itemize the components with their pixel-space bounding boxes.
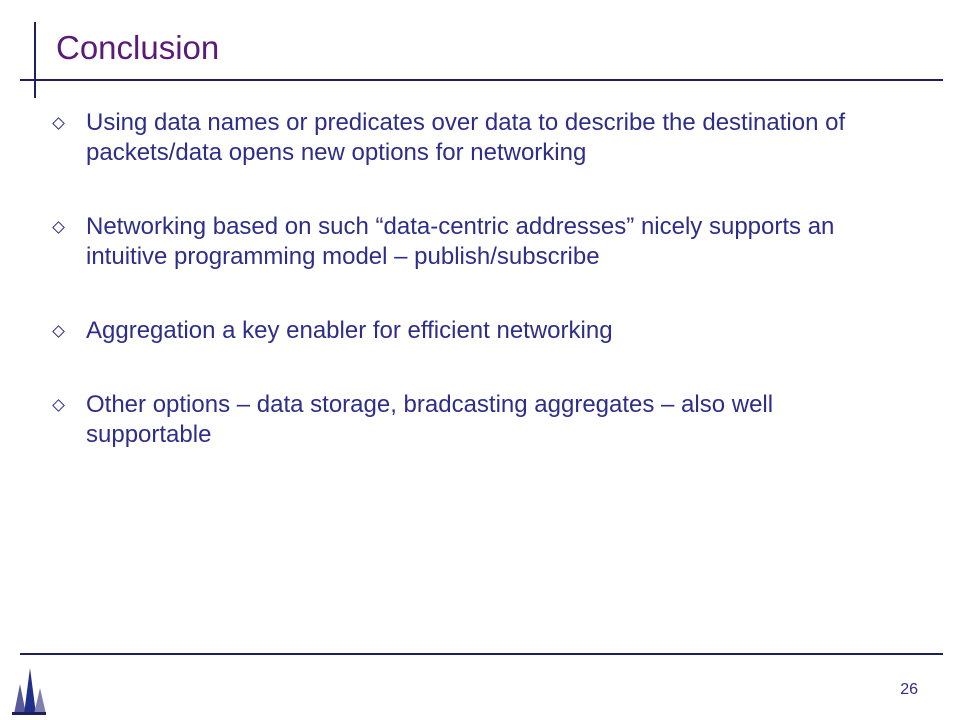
bullet-item	[54, 316, 894, 346]
title-vertical-rule	[34, 22, 36, 98]
diamond-bullet-icon	[52, 325, 65, 338]
bullet-text: Other options – data storage, bradcasting aggregates – also well supportable	[86, 391, 774, 448]
footer-horizontal-rule	[20, 653, 943, 655]
page-number: 26	[900, 681, 918, 698]
diamond-bullet-icon	[52, 221, 65, 234]
bullet-item	[54, 108, 894, 168]
bullet-text: Aggregation a key enabler for efficient networking	[86, 317, 613, 344]
slide-title: Conclusion	[56, 29, 220, 66]
bullet-item	[54, 390, 894, 450]
title-horizontal-rule	[20, 79, 943, 81]
university-logo-icon	[10, 660, 48, 716]
bullet-text: Using data names or predicates over data to describe the destination of packets/data opens new options for networking	[86, 109, 846, 166]
diamond-bullet-icon	[52, 117, 65, 130]
bullet-item	[54, 212, 894, 272]
diamond-bullet-icon	[52, 399, 65, 412]
bullet-list	[54, 108, 894, 450]
bullet-text: Networking based on such “data-centric addresses” nicely supports an intuitive programming model – publish/subscribe	[86, 213, 835, 270]
